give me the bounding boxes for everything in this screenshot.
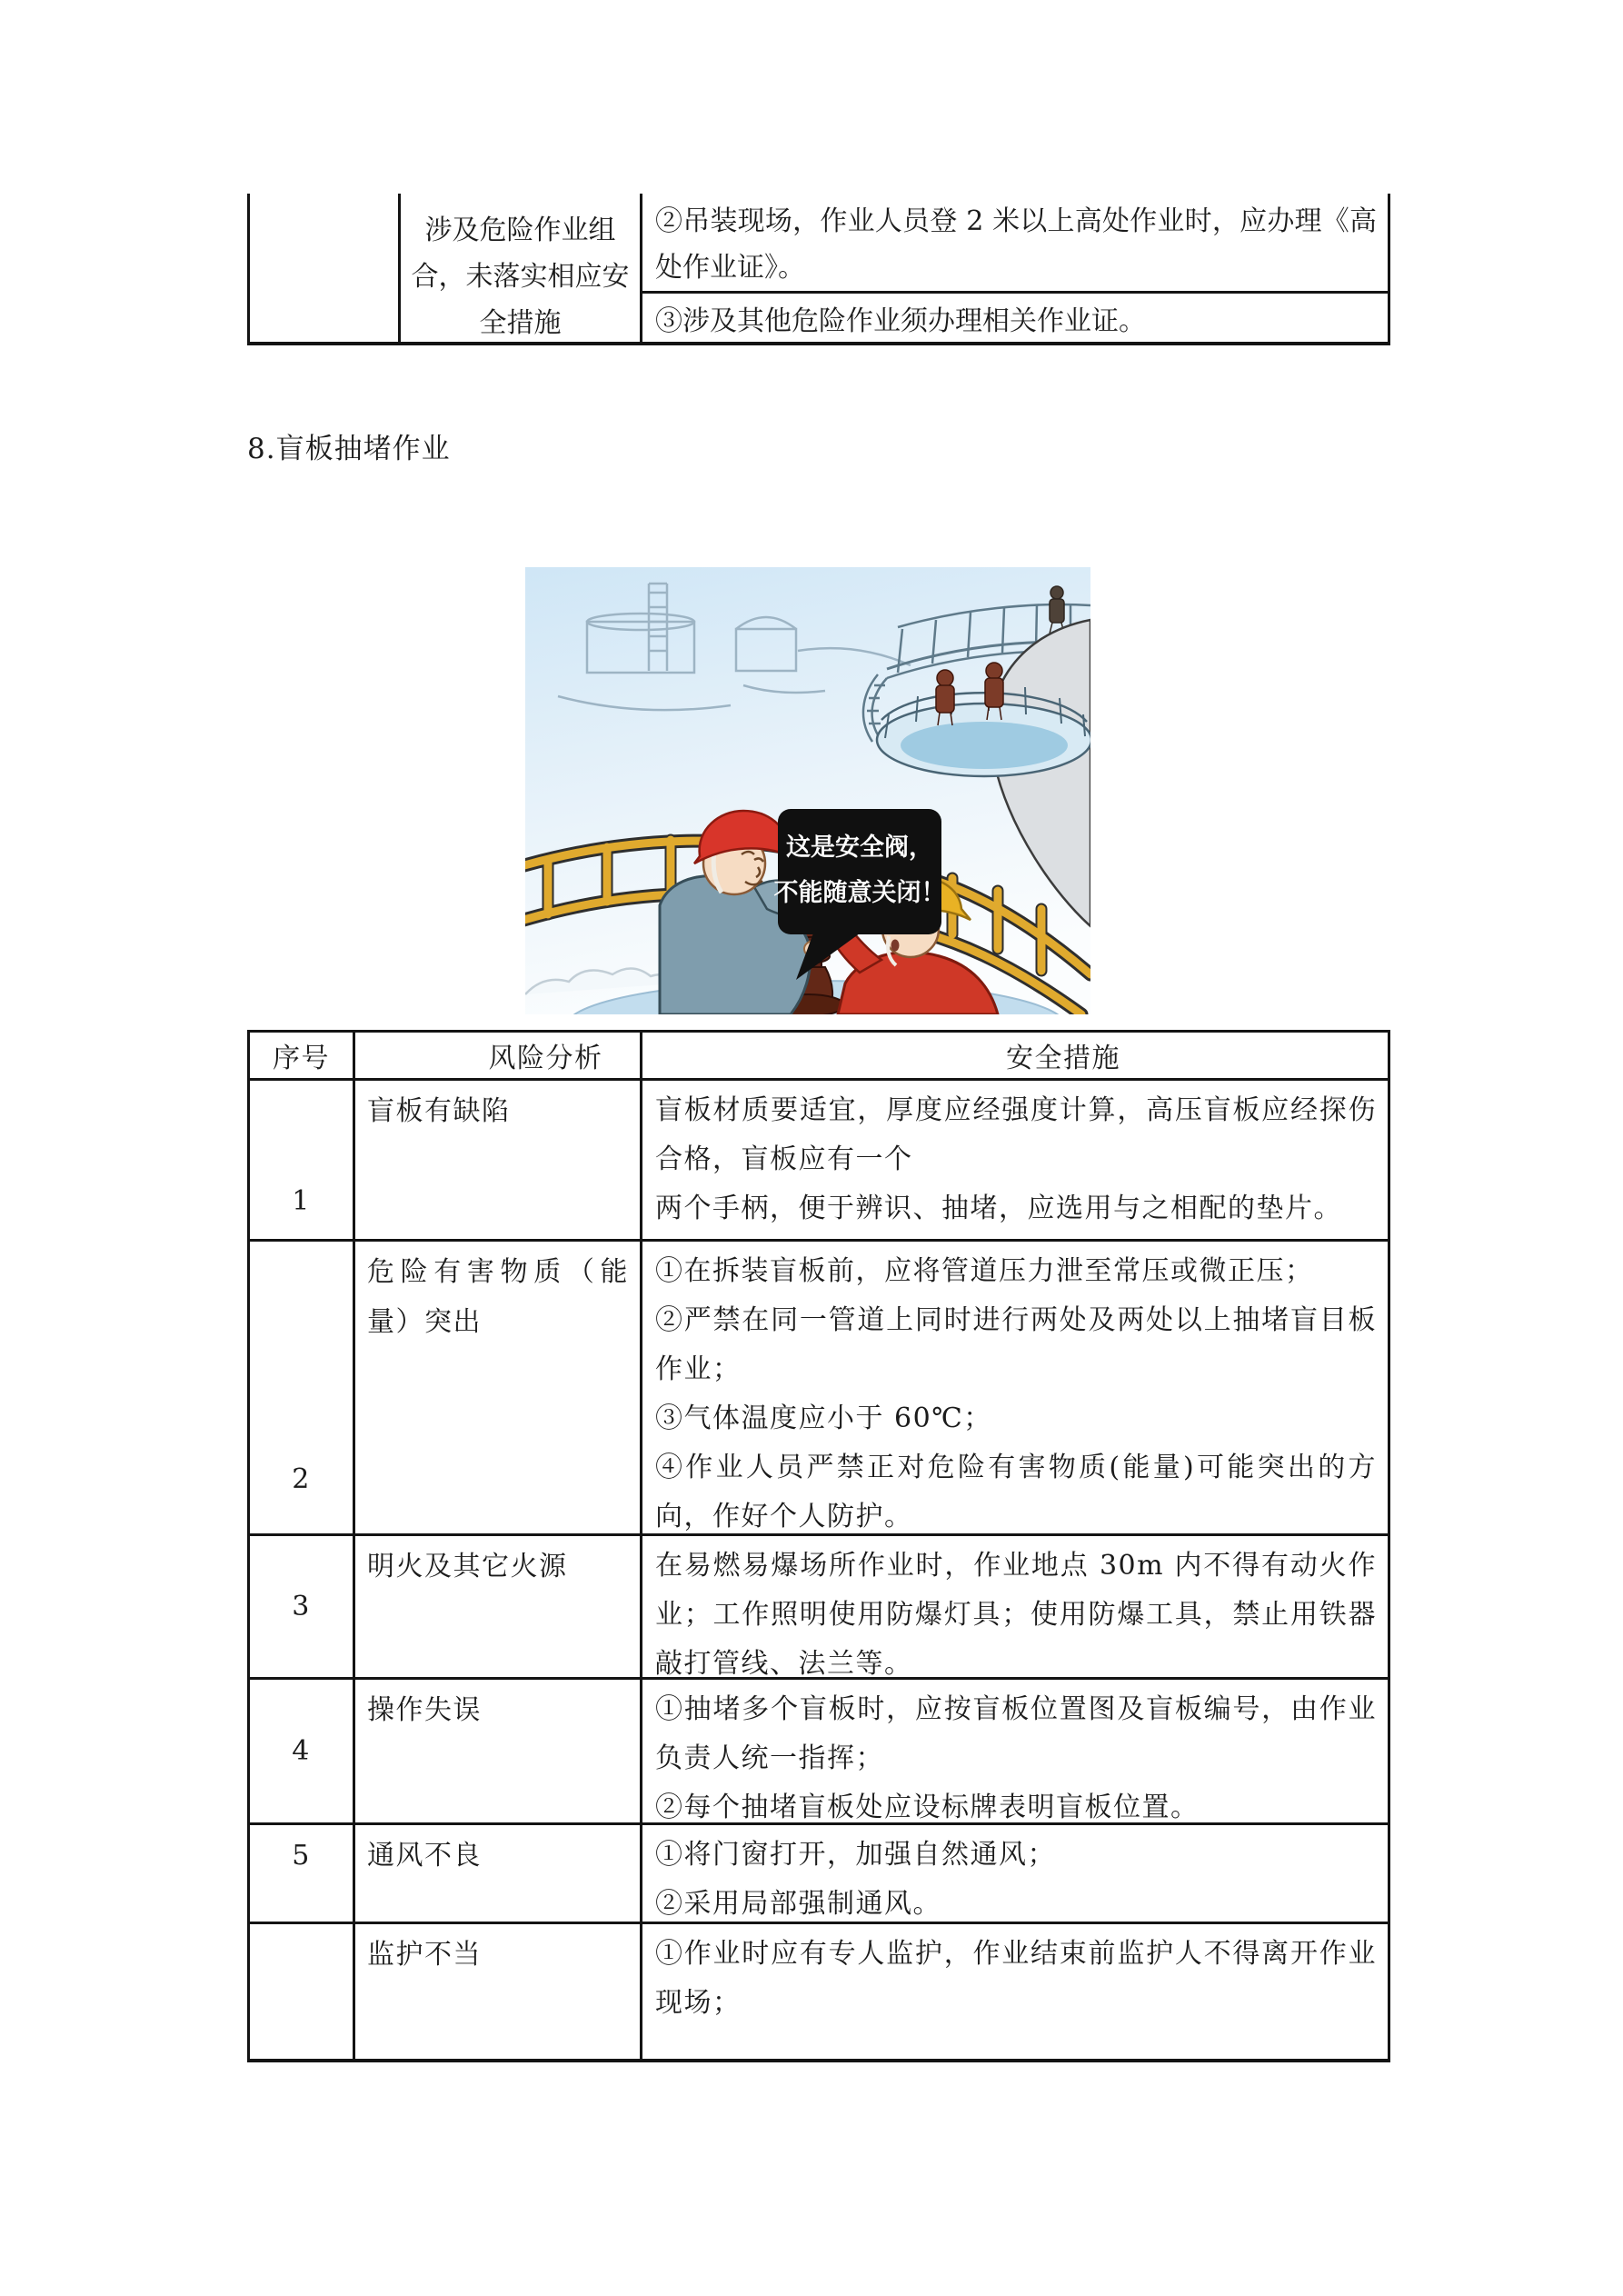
top-table-measure-cell: ③涉及其他危险作业须办理相关作业证。: [655, 304, 1146, 337]
measure-paragraph: ①抽堵多个盲板时，应按盲板位置图及盲板编号，由作业负责人统一指挥；: [655, 1693, 1377, 1774]
risk-analysis-cell: 操作失误: [355, 1680, 642, 1822]
column-header-measures: 安全措施: [1006, 1043, 1120, 1074]
safety-measures-cell: [642, 1825, 1388, 1922]
safety-measures-cell: [642, 1924, 1388, 2059]
measure-paragraph: ①作业时应有专人监护，作业结束前监护人不得离开作业现场；: [655, 1938, 1377, 2019]
table-row: [250, 1536, 1388, 1680]
risk-analysis-cell: 盲板有缺陷: [355, 1081, 642, 1239]
measure-paragraph: 盲板材质要适宜，厚度应经强度计算，高压盲板应经探伤合格，盲板应有一个: [655, 1094, 1377, 1175]
risk-table-header-row: [250, 1033, 1388, 1081]
section-heading: 8.盲板抽堵作业: [247, 433, 451, 465]
column-header-risk: 风险分析: [355, 1033, 642, 1078]
row-number-cell: [250, 1924, 355, 2059]
speech-bubble-line2: 不能随意关闭！: [773, 879, 946, 906]
risk-table-body: [250, 1081, 1388, 2059]
top-table-measures-column: [642, 194, 1388, 342]
safety-measures-cell: [642, 1242, 1388, 1533]
column-header-no: 序号: [250, 1033, 355, 1078]
risk-analysis-cell: 通风不良: [355, 1825, 642, 1922]
row-number-cell: 3: [250, 1536, 355, 1677]
measure-paragraph: 两个手柄，便于辨识、抽堵，应选用与之相配的垫片。: [655, 1193, 1342, 1224]
measure-paragraph: ①在拆装盲板前，应将管道压力泄至常压或微正压；: [655, 1255, 1314, 1287]
table-row: [250, 1825, 1388, 1924]
table-row: [250, 1081, 1388, 1242]
table-row: [250, 1680, 1388, 1825]
measure-paragraph: ②采用局部强制通风。: [655, 1888, 941, 1920]
safety-cartoon-illustration: [525, 567, 1090, 1014]
table-row: [250, 1924, 1388, 2059]
measure-paragraph: ②每个抽堵盲板处应设标牌表明盲板位置。: [655, 1792, 1200, 1823]
safety-measures-cell: [642, 1536, 1388, 1680]
safety-measures-cell: [642, 1680, 1388, 1822]
row-number-cell: 2: [250, 1242, 355, 1533]
measure-paragraph: 在易燃易爆场所作业时，作业地点 30m 内不得有动火作业；工作照明使用防爆灯具；使用防爆工具，禁止用铁器敲打管线、法兰等。: [655, 1550, 1377, 1680]
top-table-risk-cell: 涉及危险作业组合，未落实相应安全措施: [401, 194, 642, 342]
speech-bubble-line1: 这是安全阀，: [786, 834, 933, 861]
measure-paragraph: ④作业人员严禁正对危险有害物质(能量)可能突出的方向，作好个人防护。: [655, 1452, 1377, 1532]
risk-analysis-cell: 监护不当: [355, 1924, 642, 2059]
safety-measures-cell: [642, 1081, 1388, 1239]
row-number-cell: 1: [250, 1081, 355, 1239]
row-number-cell: 5: [250, 1825, 355, 1922]
top-table-measure-cell: ②吊装现场，作业人员登 2 米以上高处作业时，应办理《高处作业证》。: [642, 194, 1388, 294]
row-number-cell: 4: [250, 1680, 355, 1822]
measure-paragraph: ③气体温度应小于 60℃；: [655, 1403, 992, 1434]
measure-paragraph: ②严禁在同一管道上同时进行两处及两处以上抽堵盲目板作业；: [655, 1304, 1377, 1385]
measure-paragraph: ①将门窗打开，加强自然通风；: [655, 1839, 1056, 1871]
top-table-empty-cell: [250, 194, 401, 342]
top-table-fragment: [247, 194, 1390, 345]
table-row: [250, 1242, 1388, 1536]
risk-analysis-cell: 明火及其它火源: [355, 1536, 642, 1677]
risk-table: [247, 1030, 1390, 2062]
risk-analysis-cell: 危险有害物质（能量）突出: [355, 1242, 642, 1533]
